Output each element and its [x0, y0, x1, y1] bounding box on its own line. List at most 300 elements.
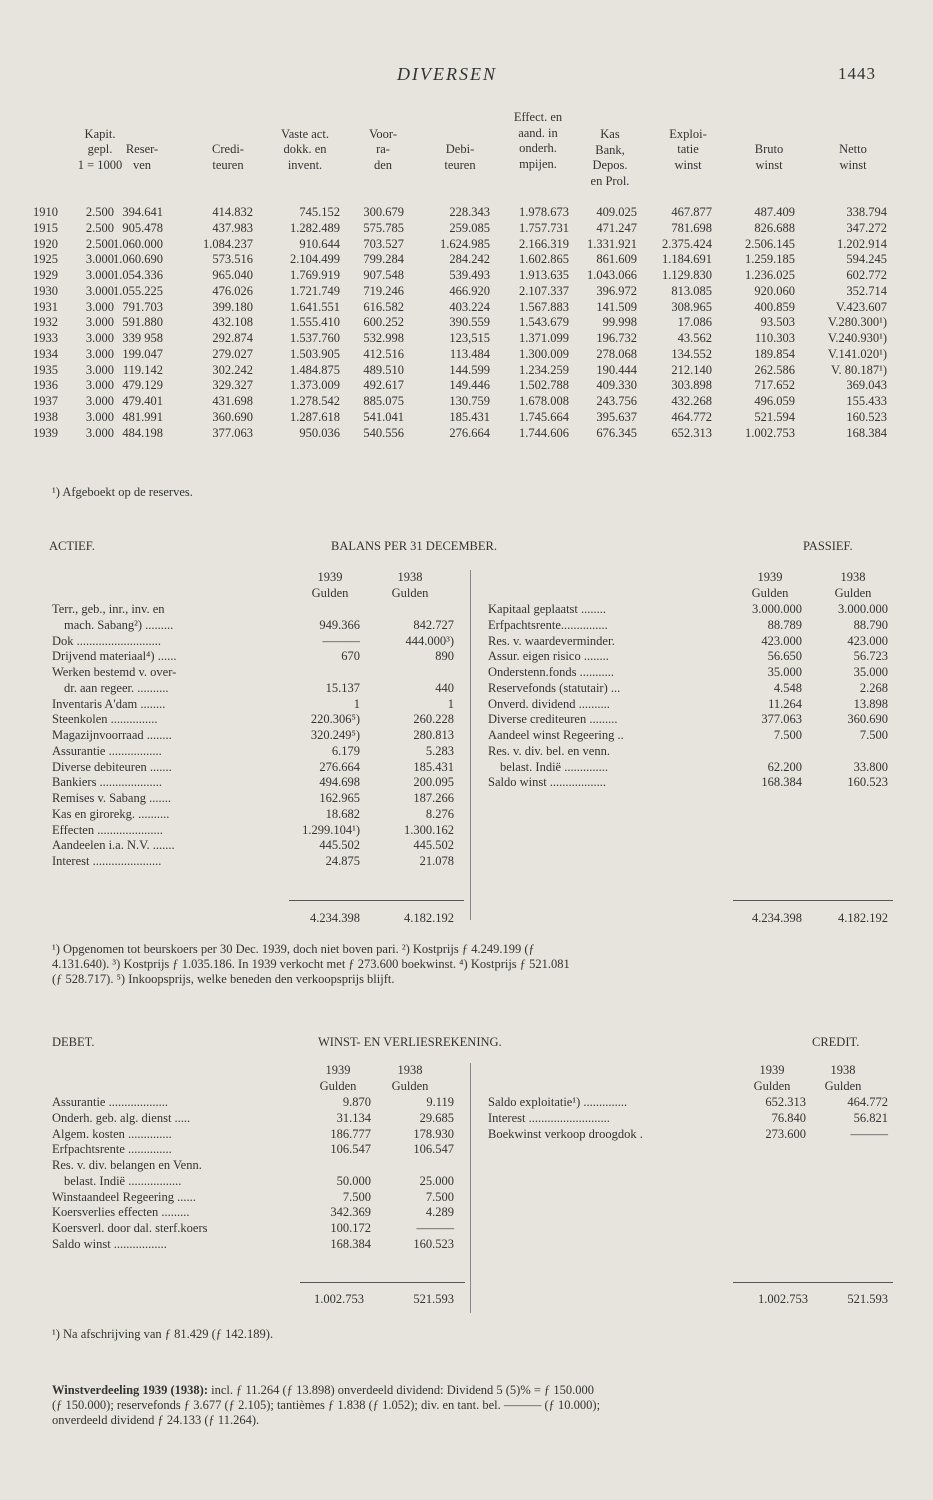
stats-cell: 390.559	[449, 315, 490, 330]
balans-total-rule	[289, 900, 464, 901]
stats-cell: 1.002.753	[745, 425, 795, 440]
balans-separator	[470, 570, 471, 920]
stats-cell: 3.000	[85, 394, 114, 408]
debet-total-1939: 1.002.753	[314, 1292, 364, 1306]
stats-cell: 1.721.749	[290, 283, 340, 298]
stats-cell: 3.000	[85, 315, 114, 330]
stats-column-header: mpijen.	[519, 157, 557, 172]
stats-cell: 134.552	[671, 346, 712, 361]
stats-column-header: winst	[674, 158, 702, 172]
stats-column-header: den	[373, 158, 393, 172]
stats-cell: 1.373.009	[290, 378, 340, 393]
stats-cell: 279.027	[212, 346, 253, 361]
stats-year: 1939	[33, 425, 58, 440]
stats-year: 1931	[33, 299, 58, 314]
stats-cell: 185.431	[449, 409, 490, 424]
stats-cell: 300.679	[363, 205, 404, 219]
stats-cell: 3.000	[85, 268, 114, 282]
actief-value-1939: 6.179	[331, 743, 360, 758]
balans-note-line: 4.131.640). ³) Kostprijs ƒ 1.035.186. In 1939 verkocht met ƒ 273.600 boekwinst. ⁴) Kostprijs ƒ 521.081	[52, 957, 570, 971]
stats-cell: 196.732	[596, 331, 637, 345]
stats-cell: 676.345	[596, 425, 637, 440]
debet-value-1939: 31.134	[336, 1110, 371, 1125]
debet-label: belast. Indië .................	[64, 1173, 182, 1188]
stats-cell: 496.059	[754, 394, 795, 408]
balans-passief-year: 1938	[840, 570, 866, 584]
stats-column-header: Debi-	[445, 142, 475, 157]
stats-cell: 262.586	[754, 362, 795, 377]
passief-value-1939: 56.650	[767, 649, 802, 664]
stats-cell: 2.500	[85, 205, 114, 219]
stats-cell: 303.898	[671, 378, 712, 393]
page-title: DIVERSEN	[397, 64, 497, 84]
actief-total-1939: 4.234.398	[310, 911, 360, 925]
stats-cell: 521.594	[754, 409, 795, 424]
actief-label: Effecten .....................	[52, 822, 163, 837]
stats-cell: 950.036	[299, 425, 340, 440]
actief-label: dr. aan regeer. ..........	[64, 680, 169, 695]
stats-cell: 3.000	[85, 299, 114, 314]
passief-label: Onverd. dividend ..........	[488, 696, 610, 711]
stats-cell: 600.252	[363, 315, 404, 330]
passief-label: Aandeel winst Regeering ..	[488, 728, 624, 742]
stats-cell: 99.998	[602, 315, 637, 330]
stats-year: 1915	[33, 220, 58, 235]
stats-cell: 466.920	[449, 283, 490, 298]
stats-column-header: Voor-	[369, 126, 397, 141]
stats-cell: 573.516	[212, 252, 253, 267]
actief-value-1938: 440	[435, 680, 454, 695]
stats-cell: 284.242	[449, 252, 490, 267]
stats-column-header: teuren	[444, 158, 476, 172]
balans-actief-year: 1939	[317, 570, 343, 584]
actief-value-1939: 24.875	[325, 854, 360, 868]
actief-value-1938: 445.502	[413, 838, 454, 853]
stats-cell: V. 80.187¹)	[831, 362, 887, 377]
stats-cell: 3.000	[85, 252, 114, 267]
stats-cell: 905.478	[122, 220, 163, 235]
stats-column-header: Credi-	[212, 142, 244, 157]
actief-value-1938: 260.228	[413, 712, 454, 727]
stats-column-header: Bank,	[595, 142, 625, 157]
balans-actief-heading: ACTIEF.	[49, 539, 95, 553]
stats-cell: 965.040	[212, 268, 253, 282]
stats-column-header: gepl.	[87, 142, 113, 157]
stats-cell: 1.543.679	[519, 315, 569, 330]
stats-cell: 168.384	[846, 425, 887, 440]
stats-cell: 540.556	[363, 425, 404, 440]
stats-cell: 1.129.830	[662, 268, 712, 282]
stats-cell: 1.234.259	[519, 362, 569, 377]
actief-value-1939: 1.299.104¹)	[302, 822, 360, 837]
stats-cell: 1.184.691	[662, 252, 712, 267]
debet-value-1938: 178.930	[413, 1126, 454, 1141]
stats-cell: 1.236.025	[745, 268, 795, 282]
passief-label: Erfpachtsrente...............	[488, 617, 608, 632]
stats-cell: 1.913.635	[519, 268, 569, 282]
debet-value-1938: 106.547	[413, 1142, 454, 1157]
stats-cell: 1.641.551	[290, 299, 340, 314]
stats-cell: 1.331.921	[587, 236, 637, 251]
stats-cell: 1.503.905	[290, 346, 340, 361]
actief-value-1939: 18.682	[325, 806, 360, 821]
stats-column-header: Vaste act.	[281, 126, 329, 141]
stats-cell: 278.068	[596, 346, 637, 361]
debet-label: Algem. kosten ..............	[52, 1126, 172, 1141]
actief-label: Steenkolen ...............	[52, 712, 158, 727]
stats-cell: 123,515	[449, 331, 490, 345]
passief-value-1939: 7.500	[773, 728, 802, 742]
actief-value-1939: 162.965	[319, 791, 360, 805]
passief-value-1939: 11.264	[768, 696, 802, 711]
stats-column-header: invent.	[287, 158, 323, 172]
actief-label: Kas en girorekg. ..........	[52, 806, 170, 821]
wv-total-rule	[733, 1282, 893, 1283]
stats-column-header: Effect. en	[513, 110, 563, 124]
stats-year: 1930	[33, 283, 58, 298]
stats-cell: 141.509	[596, 299, 637, 314]
passief-value-1938: 33.800	[853, 759, 888, 774]
stats-cell: 1.745.664	[519, 409, 569, 424]
stats-column-header: Netto	[839, 142, 867, 157]
stats-cell: 719.246	[363, 283, 404, 298]
balans-actief-unit: Gulden	[391, 586, 429, 600]
stats-cell: 813.085	[671, 283, 712, 298]
stats-year: 1937	[33, 394, 58, 408]
credit-value-1939: 652.313	[765, 1095, 806, 1109]
stats-cell: 17.086	[677, 315, 712, 330]
stats-cell: 1.484.875	[290, 362, 340, 377]
actief-label: Diverse debiteuren .......	[52, 759, 172, 774]
credit-label: Interest ..........................	[488, 1110, 610, 1125]
wv-total-rule	[300, 1282, 465, 1283]
stats-cell: 1.678.008	[519, 394, 569, 408]
stats-year: 1932	[33, 315, 58, 330]
debet-value-1939: 100.172	[330, 1221, 371, 1235]
wv-debet-year: 1938	[397, 1063, 423, 1077]
stats-cell: 703.527	[363, 236, 404, 251]
actief-value-1938: 185.431	[413, 759, 454, 774]
debet-value-1938: 4.289	[425, 1205, 454, 1220]
wv-credit-unit: Gulden	[824, 1079, 862, 1093]
stats-cell: 464.772	[671, 409, 712, 424]
stats-cell: 110.303	[754, 331, 795, 345]
stats-cell: 717.652	[754, 378, 795, 393]
passief-label: Assur. eigen risico ........	[488, 649, 609, 664]
passief-label: Reservefonds (statutair) ...	[488, 680, 621, 695]
stats-cell: 369.043	[846, 378, 887, 393]
passief-value-1938: 7.500	[859, 728, 888, 742]
actief-value-1938: 890	[435, 649, 454, 664]
winstverdeeling	[52, 1383, 600, 1428]
actief-label: Drijvend materiaal⁴) ......	[52, 649, 177, 664]
debet-label: Res. v. div. belangen en Venn.	[52, 1158, 202, 1172]
stats-year: 1910	[33, 205, 58, 219]
actief-value-1938: 842.727	[413, 617, 454, 632]
balans-actief-year: 1938	[397, 570, 423, 584]
balans-passief-unit: Gulden	[751, 586, 789, 600]
wv-title: WINST- EN VERLIESREKENING.	[318, 1035, 502, 1049]
stats-cell: 1.537.760	[290, 331, 340, 345]
stats-cell: 43.562	[677, 331, 712, 345]
stats-cell: 243.756	[596, 394, 637, 408]
stats-cell: 476.026	[212, 283, 253, 298]
stats-cell: 292.874	[212, 331, 253, 345]
debet-value-1939: 9.870	[342, 1095, 371, 1109]
wv-credit-unit: Gulden	[753, 1079, 791, 1093]
stats-cell: 119.142	[122, 362, 163, 377]
stats-column-header: winst	[839, 158, 867, 172]
stats-column-header: ra-	[376, 142, 390, 157]
stats-cell: 396.972	[596, 283, 637, 298]
passief-value-1939: 88.789	[767, 617, 802, 632]
stats-cell: 2.506.145	[745, 236, 795, 251]
wv-debet-unit: Gulden	[319, 1079, 357, 1093]
stats-cell: 432.268	[671, 394, 712, 408]
stats-column-header: teuren	[212, 158, 244, 172]
debet-value-1939: 7.500	[342, 1189, 371, 1204]
stats-cell: 276.664	[449, 425, 490, 440]
stats-cell: 1.060.690	[113, 252, 163, 267]
stats-column-header: onderh.	[519, 141, 557, 156]
stats-cell: 431.698	[212, 394, 253, 408]
stats-cell: 907.548	[363, 268, 404, 282]
actief-value-1939: 494.698	[319, 775, 360, 790]
passief-value-1939: 35.000	[767, 665, 802, 679]
stats-cell: 3.000	[85, 409, 114, 424]
page-number: 1443	[838, 64, 876, 83]
stats-cell: 861.609	[596, 252, 637, 267]
stats-cell: 1.259.185	[745, 252, 795, 267]
stats-cell: 93.503	[760, 315, 795, 330]
stats-cell: 1.054.336	[113, 268, 163, 282]
stats-cell: 1.567.883	[519, 299, 569, 314]
actief-value-1939: 276.664	[319, 759, 360, 774]
stats-cell: 228.343	[449, 205, 490, 219]
debet-label: Winstaandeel Regeering ......	[52, 1189, 196, 1204]
stats-column-header: winst	[755, 158, 783, 172]
actief-label: Magazijnvoorraad ........	[52, 728, 172, 742]
debet-value-1939: 342.369	[330, 1205, 371, 1220]
stats-cell: 189.854	[754, 346, 795, 361]
stats-column-header: Exploi-	[669, 126, 707, 141]
stats-column-header: Bruto	[754, 142, 784, 157]
stats-cell: 409.025	[596, 205, 637, 219]
actief-label: Assurantie .................	[52, 743, 162, 758]
passief-value-1938: 423.000	[847, 633, 888, 648]
passief-total-1938: 4.182.192	[838, 911, 888, 925]
actief-total-1938: 4.182.192	[404, 911, 454, 925]
credit-total-1939: 1.002.753	[758, 1292, 808, 1306]
stats-cell: 481.991	[122, 409, 163, 424]
debet-value-1938: 29.685	[419, 1110, 454, 1125]
credit-value-1938: ———	[850, 1126, 888, 1141]
stats-cell: 259.085	[449, 220, 490, 235]
stats-cell: V.240.930¹)	[827, 331, 887, 345]
wv-credit-heading: CREDIT.	[812, 1035, 860, 1049]
passief-value-1939: 3.000.000	[752, 602, 802, 616]
stats-column-header: Reser-	[125, 142, 159, 157]
stats-cell: 409.330	[596, 378, 637, 393]
stats-cell: 400.859	[754, 299, 795, 314]
stats-cell: 1.287.618	[290, 409, 340, 424]
winstverdeeling-lead: Winstverdeeling 1939 (1938):	[52, 1383, 209, 1397]
credit-value-1939: 273.600	[765, 1126, 806, 1141]
stats-cell: 3.000	[85, 362, 114, 377]
stats-cell: 1.278.542	[290, 394, 340, 408]
stats-cell: 399.180	[212, 299, 253, 314]
stats-cell: 437.983	[212, 220, 253, 235]
credit-label: Boekwinst verkoop droogdok .	[488, 1126, 643, 1141]
stats-cell: 479.401	[122, 394, 163, 408]
balans-passief-heading: PASSIEF.	[803, 539, 853, 553]
stats-cell: 1.502.788	[519, 378, 569, 393]
actief-value-1938: 21.078	[419, 854, 454, 868]
credit-value-1939: 76.840	[771, 1110, 806, 1125]
stats-cell: 395.637	[596, 409, 637, 424]
credit-value-1938: 56.821	[853, 1110, 888, 1125]
stats-cell: 1.757.731	[519, 220, 569, 235]
stats-cell: 1.555.410	[290, 315, 340, 330]
actief-value-1939: 670	[341, 649, 360, 664]
actief-value-1938: 280.813	[413, 728, 454, 742]
stats-cell: 479.129	[122, 378, 163, 393]
stats-cell: 1.624.985	[440, 236, 490, 251]
stats-cell: 339 958	[122, 331, 163, 345]
stats-cell: V.423.607	[835, 299, 887, 314]
stats-cell: 532.998	[363, 331, 404, 345]
debet-label: Koersverl. door dal. sterf.koers	[52, 1221, 208, 1235]
stats-column-header: dokk. en	[283, 142, 327, 157]
stats-cell: 616.582	[363, 299, 404, 314]
stats-cell: 308.965	[671, 299, 712, 314]
stats-cell: 302.242	[212, 362, 253, 377]
stats-cell: 910.644	[299, 236, 340, 251]
stats-cell: 920.060	[754, 283, 795, 298]
stats-cell: 3.000	[85, 378, 114, 393]
actief-label: Inventaris A'dam ........	[52, 696, 166, 711]
actief-label: Remises v. Sabang .......	[52, 791, 171, 805]
debet-value-1938: 25.000	[419, 1173, 454, 1188]
stats-column-header: tatie	[677, 142, 699, 157]
stats-cell: 377.063	[212, 425, 253, 440]
stats-cell: 1.371.099	[519, 331, 569, 345]
stats-cell: 781.698	[671, 220, 712, 235]
stats-cell: 2.107.337	[519, 283, 569, 298]
winstverdeeling-line: onverdeeld dividend ƒ 24.133 (ƒ 11.264).	[52, 1413, 260, 1427]
stats-column-header: Kas	[600, 127, 620, 141]
wv-debet-heading: DEBET.	[52, 1035, 95, 1049]
stats-year: 1925	[33, 252, 58, 267]
stats-cell: 199.047	[122, 346, 163, 361]
stats-cell: 745.152	[299, 205, 340, 219]
balans-title: BALANS PER 31 DECEMBER.	[331, 539, 497, 553]
stats-cell: 3.000	[85, 283, 114, 298]
stats-cell: 360.690	[212, 409, 253, 424]
actief-value-1939: 1	[353, 696, 360, 711]
balans-passief-year: 1939	[757, 570, 783, 584]
stats-cell: 575.785	[363, 220, 404, 235]
debet-value-1938: ———	[416, 1221, 454, 1235]
stats-cell: V.141.020¹)	[827, 346, 887, 361]
balans-actief-unit: Gulden	[311, 586, 349, 600]
stats-cell: 347.272	[846, 220, 887, 235]
stats-cell: 591.880	[122, 315, 163, 330]
stats-cell: 394.641	[122, 205, 163, 219]
stats-cell: 1.282.489	[290, 220, 340, 235]
stats-cell: 155.433	[846, 394, 887, 408]
passief-value-1938: 88.790	[853, 617, 888, 632]
winstverdeeling-line: incl. ƒ 11.264 (ƒ 13.898) onverdeeld dividend: Dividend 5 (5)% = ƒ 150.000	[208, 1383, 595, 1397]
balans-total-rule	[733, 900, 893, 901]
stats-cell: 338.794	[846, 205, 887, 219]
stats-cell: 1.602.865	[519, 252, 569, 267]
stats-cell: 130.759	[449, 394, 490, 408]
stats-footnote: ¹) Afgeboekt op de reserves.	[52, 485, 193, 499]
stats-cell: 1.769.919	[290, 268, 340, 282]
stats-cell: 885.075	[363, 394, 404, 408]
wv-debet-unit: Gulden	[391, 1079, 429, 1093]
actief-value-1938: 5.283	[425, 743, 454, 758]
debet-label: Assurantie ...................	[52, 1095, 168, 1109]
actief-value-1938: 200.095	[413, 775, 454, 790]
stats-cell: 212.140	[671, 362, 712, 377]
stats-year: 1933	[33, 331, 58, 345]
actief-value-1938: 1	[447, 696, 454, 711]
stats-cell: 594.245	[846, 252, 887, 267]
balans-passief-unit: Gulden	[834, 586, 872, 600]
stats-cell: 2.104.499	[290, 252, 340, 267]
actief-value-1938: 187.266	[413, 791, 454, 805]
debet-label: Onderh. geb. alg. dienst .....	[52, 1110, 191, 1125]
passief-label: Saldo winst ..................	[488, 775, 607, 790]
actief-value-1939: ———	[322, 633, 360, 648]
stats-cell: V.280.300¹)	[827, 315, 887, 330]
stats-cell: 2.375.424	[662, 236, 712, 251]
stats-cell: 1.744.606	[519, 425, 569, 440]
debet-value-1939: 168.384	[330, 1236, 371, 1251]
stats-cell: 1.055.225	[113, 283, 163, 298]
stats-cell: 487.409	[754, 205, 795, 219]
stats-cell: 329.327	[212, 378, 253, 393]
balans-note-line: (ƒ 528.717). ⁵) Inkoopsprijs, welke beneden den verkoopsprijs blijft.	[52, 972, 395, 986]
stats-cell: 489.510	[363, 362, 404, 377]
stats-cell: 1.043.066	[587, 268, 637, 282]
stats-column-header: Kapit.	[84, 126, 116, 141]
debet-label: Saldo winst .................	[52, 1236, 167, 1251]
stats-cell: 652.313	[671, 425, 712, 440]
stats-cell: 1.300.009	[519, 346, 569, 361]
actief-value-1939: 15.137	[325, 680, 360, 695]
credit-value-1938: 464.772	[847, 1095, 888, 1109]
credit-total-1938: 521.593	[847, 1292, 888, 1306]
stats-year: 1938	[33, 409, 58, 424]
wv-credit-year: 1938	[830, 1063, 856, 1077]
actief-label: Werken bestemd v. over-	[52, 665, 177, 679]
wv-note: ¹) Na afschrijving van ƒ 81.429 (ƒ 142.189).	[52, 1327, 274, 1341]
stats-cell: 1.202.914	[837, 236, 887, 251]
debet-label: Koersverlies effecten .........	[52, 1205, 190, 1220]
passief-total-1939: 4.234.398	[752, 911, 802, 925]
actief-label: mach. Sabang²) .........	[64, 617, 174, 632]
stats-column-header: 1 = 1000	[77, 158, 123, 172]
actief-value-1939: 949.366	[319, 617, 360, 632]
stats-cell: 144.599	[449, 362, 490, 377]
credit-label: Saldo exploitatie¹) ..............	[488, 1095, 628, 1109]
passief-value-1939: 62.200	[767, 759, 802, 774]
actief-value-1939: 220.306⁵)	[310, 712, 360, 727]
stats-cell: 799.284	[363, 252, 404, 267]
